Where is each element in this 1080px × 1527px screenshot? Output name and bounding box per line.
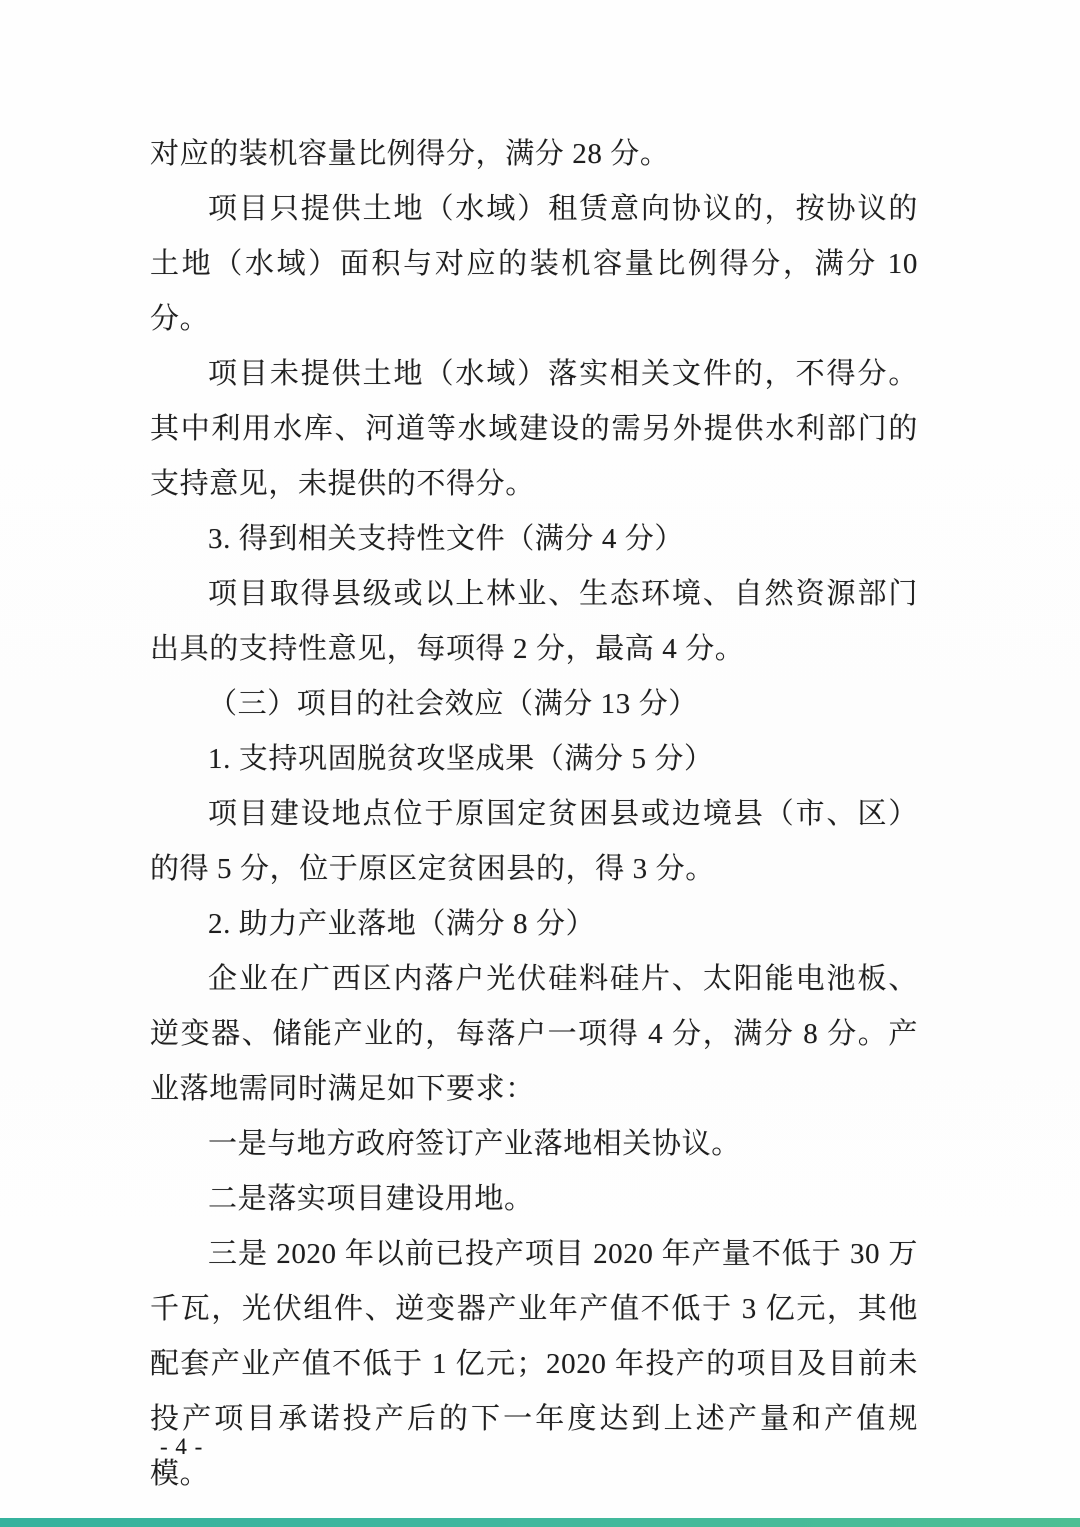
paragraph: 二是落实项目建设用地。: [208, 1183, 534, 1215]
paragraph: 项目未提供土地（水域）落实相关文件的，不得分。其中利用水库、河道等水域建设的需另外提供水利部门的支持意见，未提供的不得分。: [150, 358, 918, 500]
page-number: - 4 -: [160, 1434, 204, 1459]
paragraph: 三是 2020 年以前已投产项目 2020 年产量不低于 30 万千瓦，光伏组件、逆变器产业年产值不低于 3 亿元，其他配套产业产值不低于 1 亿元；2020 年投产的项目及目前未投产项目承诺投产后的下一年度达到上述产量和产值规模。: [150, 1238, 918, 1490]
paragraph: 项目取得县级或以上林业、生态环境、自然资源部门出具的支持性意见，每项得 2 分，最高 4 分。: [150, 578, 918, 665]
paragraph: 项目建设地点位于原国定贫困县或边境县（市、区）的得 5 分，位于原区定贫困县的，得 3 分。: [150, 798, 918, 885]
paragraph: 2. 助力产业落地（满分 8 分）: [208, 908, 596, 940]
reading-progress-bar: [0, 1518, 1080, 1527]
document-body: [150, 127, 918, 1502]
paragraph: 3. 得到相关支持性文件（满分 4 分）: [208, 523, 685, 555]
paragraph: 对应的装机容量比例得分，满分 28 分。: [150, 138, 670, 170]
paragraph: 企业在广西区内落户光伏硅料硅片、太阳能电池板、逆变器、储能产业的，每落户一项得 4 分，满分 8 分。产业落地需同时满足如下要求：: [150, 963, 918, 1105]
paragraph: 1. 支持巩固脱贫攻坚成果（满分 5 分）: [208, 743, 714, 775]
paragraph: 一是与地方政府签订产业落地相关协议。: [208, 1128, 741, 1160]
paragraph: 项目只提供土地（水域）租赁意向协议的，按协议的土地（水域）面积与对应的装机容量比例得分，满分 10 分。: [150, 193, 918, 335]
paragraph: （三）项目的社会效应（满分 13 分）: [208, 688, 698, 720]
